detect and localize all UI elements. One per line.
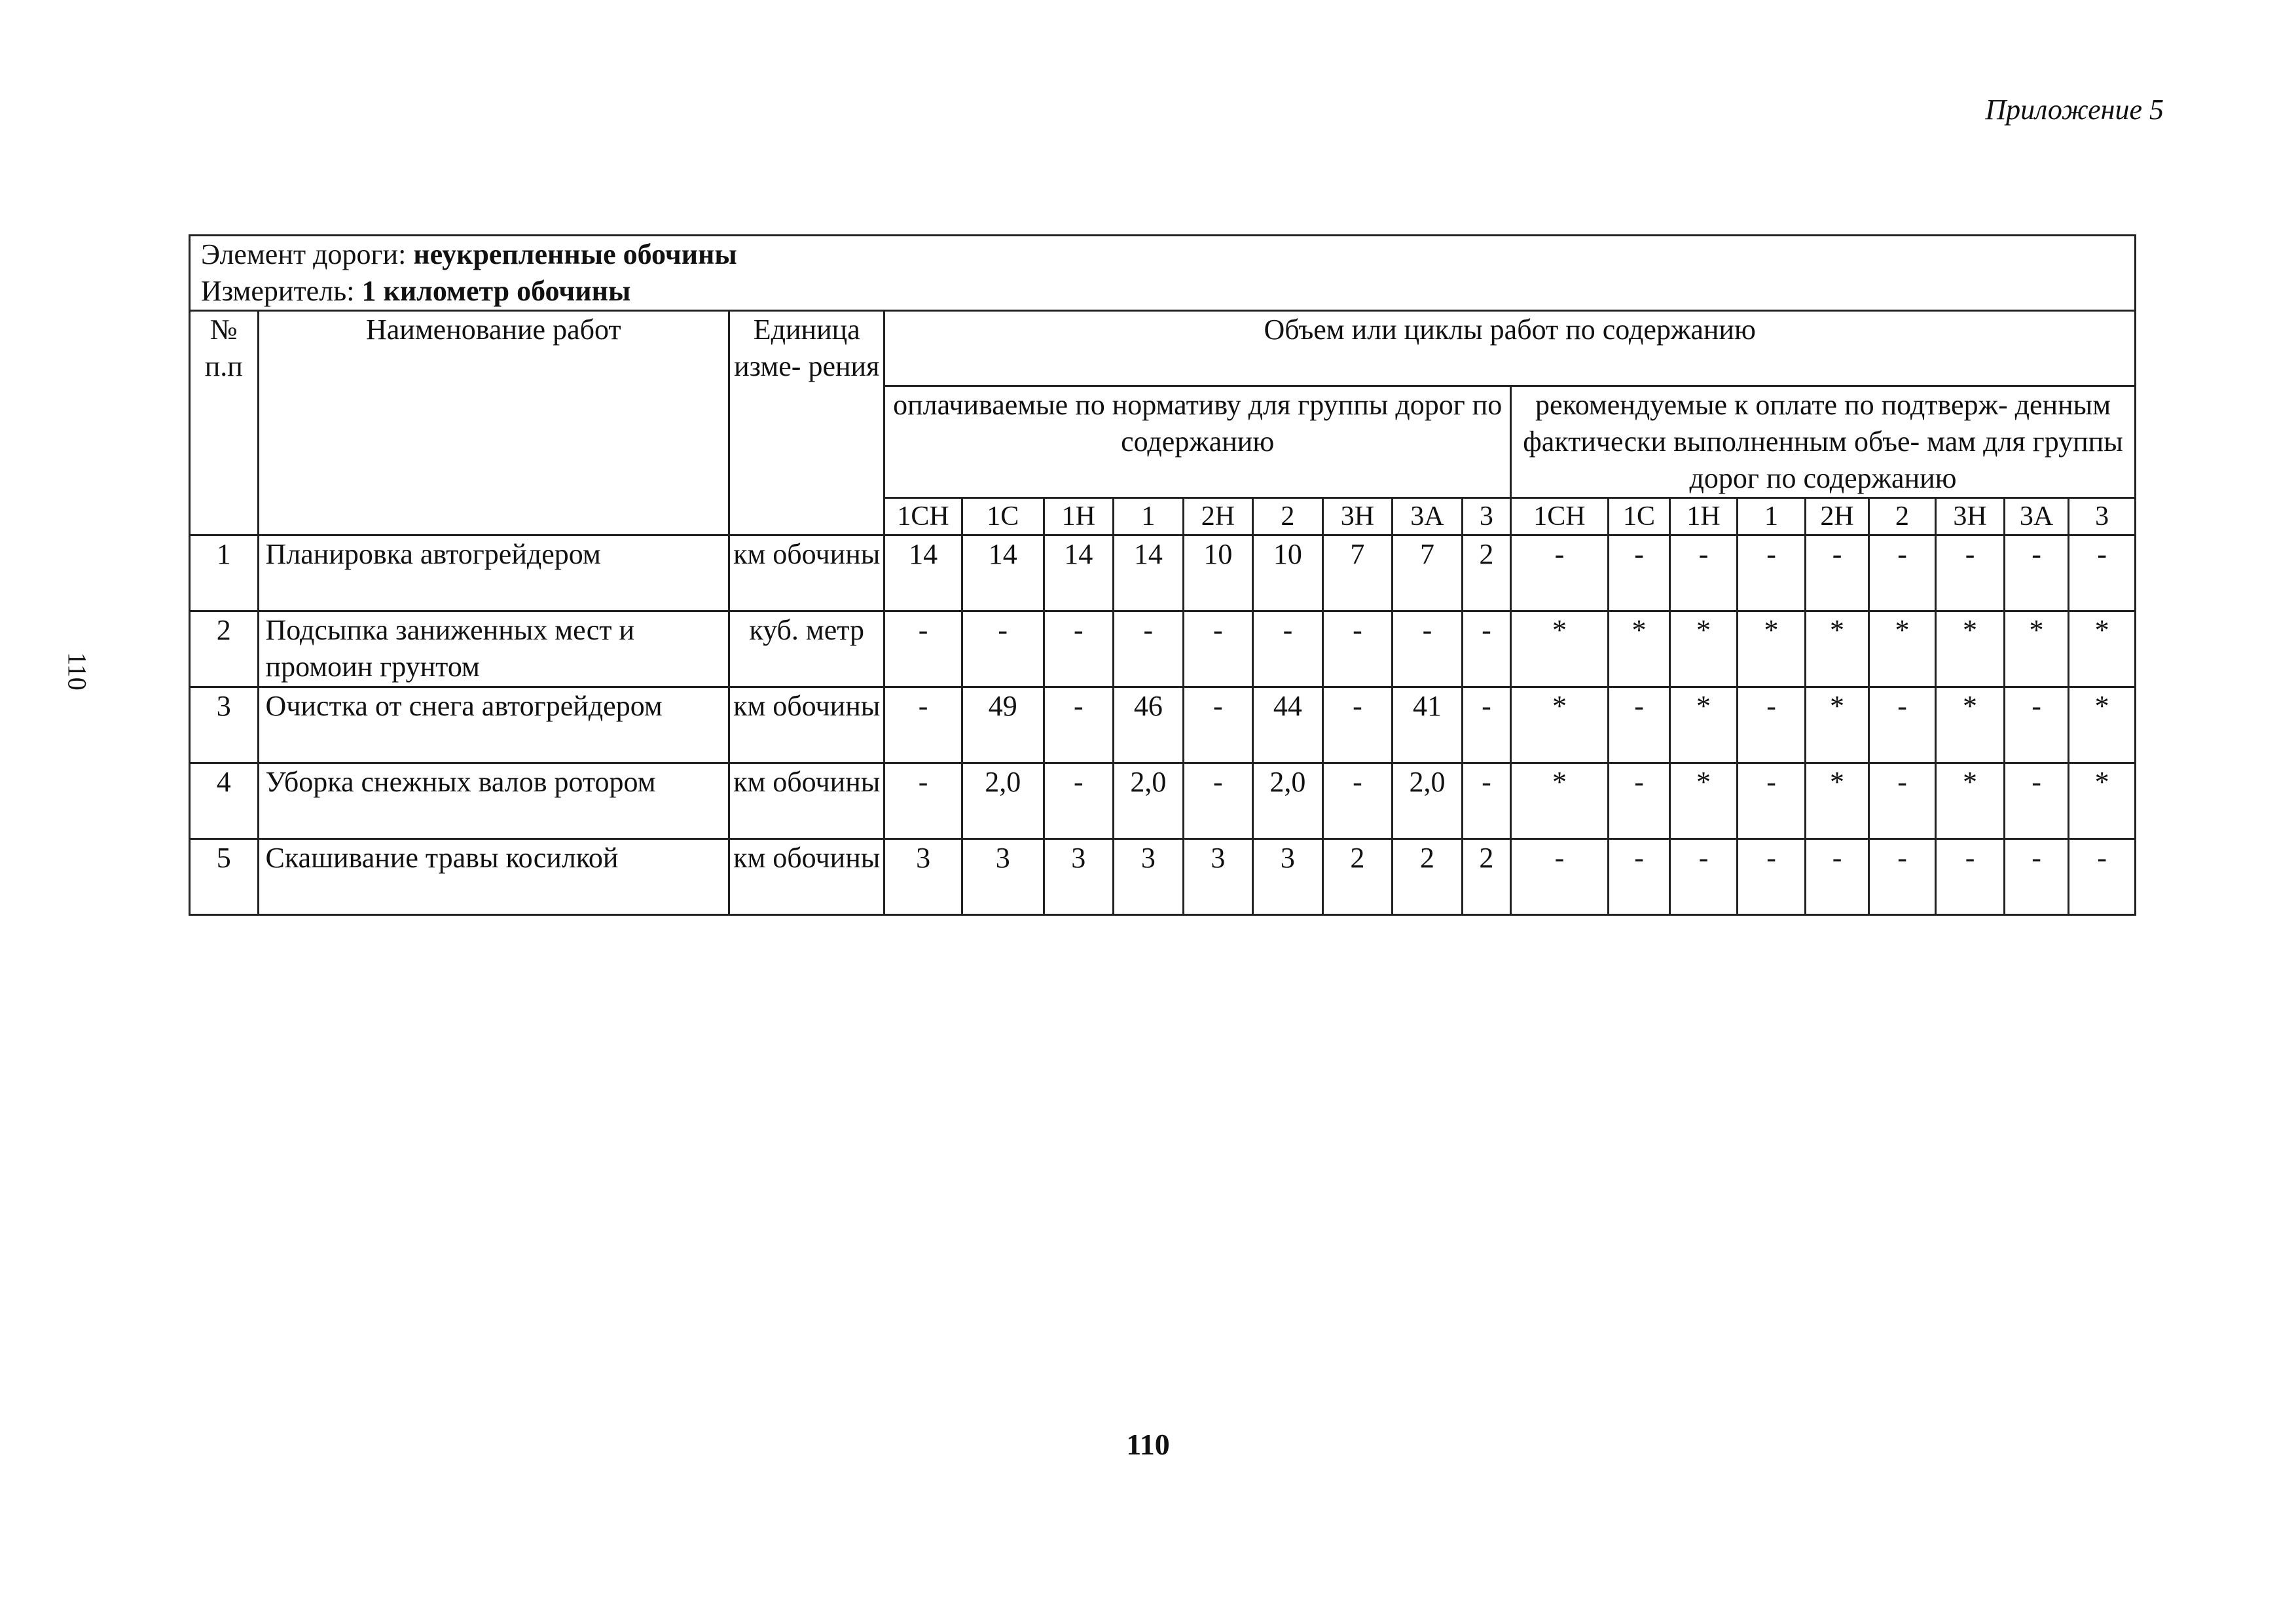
- recommended-value: -: [1737, 687, 1806, 763]
- paid-value: 2: [1462, 839, 1510, 915]
- meter-line: [201, 273, 2134, 310]
- recommended-value: -: [1670, 535, 1738, 611]
- recommended-value: -: [2069, 839, 2136, 915]
- group-header-recommended: 3Н: [1936, 498, 2005, 535]
- row-number: 2: [190, 611, 259, 687]
- recommended-value: -: [1806, 839, 1868, 915]
- recommended-value: *: [1511, 763, 1609, 839]
- work-name: Подсыпка заниженных мест и промоин грунтом: [258, 611, 729, 687]
- paid-value: -: [1462, 687, 1510, 763]
- recommended-value: *: [1806, 687, 1868, 763]
- unit-cell: км обочины: [729, 535, 884, 611]
- group-header-paid: 3: [1462, 498, 1510, 535]
- paid-value: 46: [1114, 687, 1184, 763]
- paid-header: оплачиваемые по нормативу для группы дорог по содержанию: [884, 386, 1511, 498]
- paid-value: 2,0: [962, 763, 1044, 839]
- recommended-value: *: [1936, 611, 2005, 687]
- paid-value: 3: [884, 839, 962, 915]
- group-header-paid: 1С: [962, 498, 1044, 535]
- col-name-header: Наименование работ: [258, 311, 729, 535]
- meter-value: 1 километр обочины: [361, 275, 631, 307]
- group-header-paid: 1: [1114, 498, 1184, 535]
- work-name: Уборка снежных валов ротором: [258, 763, 729, 839]
- recommended-value: -: [2004, 839, 2068, 915]
- group-header-recommended: 1: [1737, 498, 1806, 535]
- recommended-value: *: [1936, 687, 2005, 763]
- volume-header: Объем или циклы работ по содержанию: [884, 311, 2136, 386]
- recommended-value: -: [2069, 535, 2136, 611]
- paid-value: 7: [1393, 535, 1463, 611]
- col-unit-header: Единица изме- рения: [729, 311, 884, 535]
- recommended-value: *: [2004, 611, 2068, 687]
- paid-value: 2,0: [1114, 763, 1184, 839]
- recommended-value: -: [1868, 839, 1936, 915]
- recommended-value: -: [1806, 535, 1868, 611]
- paid-value: -: [884, 687, 962, 763]
- paid-value: 3: [1114, 839, 1184, 915]
- work-name: Скашивание травы косилкой: [258, 839, 729, 915]
- recommended-value: -: [2004, 535, 2068, 611]
- recommended-value: -: [1936, 839, 2005, 915]
- paid-value: -: [884, 611, 962, 687]
- recommended-value: -: [2004, 763, 2068, 839]
- paid-value: 10: [1253, 535, 1323, 611]
- table-row: [190, 687, 2136, 763]
- paid-value: -: [1462, 763, 1510, 839]
- recommended-value: *: [1608, 611, 1669, 687]
- recommended-header: рекомендуемые к оплате по подтверж- денным фактически выполненным объе- мам для группы дорог по содержанию: [1511, 386, 2136, 498]
- group-header-paid: 1Н: [1044, 498, 1114, 535]
- work-name: Очистка от снега автогрейдером: [258, 687, 729, 763]
- row-number: 4: [190, 763, 259, 839]
- paid-value: 44: [1253, 687, 1323, 763]
- recommended-value: -: [1737, 839, 1806, 915]
- paid-value: -: [1393, 611, 1463, 687]
- recommended-value: -: [1868, 763, 1936, 839]
- group-header-recommended: 2Н: [1806, 498, 1868, 535]
- recommended-value: *: [1511, 611, 1609, 687]
- paid-value: 14: [1044, 535, 1114, 611]
- recommended-value: *: [1806, 611, 1868, 687]
- recommended-value: *: [1737, 611, 1806, 687]
- recommended-value: *: [2069, 687, 2136, 763]
- recommended-value: -: [1737, 763, 1806, 839]
- paid-value: 14: [962, 535, 1044, 611]
- paid-value: -: [1183, 611, 1253, 687]
- paid-value: 3: [1183, 839, 1253, 915]
- element-prefix: Элемент дороги:: [201, 238, 414, 270]
- recommended-value: *: [1806, 763, 1868, 839]
- recommended-value: -: [1608, 839, 1669, 915]
- unit-cell: км обочины: [729, 687, 884, 763]
- recommended-value: *: [1670, 763, 1738, 839]
- recommended-value: -: [1670, 839, 1738, 915]
- unit-cell: км обочины: [729, 839, 884, 915]
- recommended-value: *: [1868, 611, 1936, 687]
- recommended-value: -: [1608, 763, 1669, 839]
- group-header-paid: 3А: [1393, 498, 1463, 535]
- row-number: 3: [190, 687, 259, 763]
- recommended-value: -: [1868, 535, 1936, 611]
- side-page-number-text: 110: [62, 652, 92, 691]
- group-header-paid: 1СН: [884, 498, 962, 535]
- paid-value: -: [1044, 763, 1114, 839]
- paid-value: 49: [962, 687, 1044, 763]
- paid-value: -: [1462, 611, 1510, 687]
- table-row: [190, 839, 2136, 915]
- element-line: [201, 236, 2134, 273]
- paid-value: -: [884, 763, 962, 839]
- col-num-header: № п.п: [190, 311, 259, 535]
- recommended-value: -: [1608, 535, 1669, 611]
- appendix-label: Приложение 5: [1985, 94, 2164, 126]
- maintenance-table: [189, 234, 2136, 916]
- paid-value: 2,0: [1393, 763, 1463, 839]
- paid-value: -: [1322, 763, 1393, 839]
- group-header-recommended: 3А: [2004, 498, 2068, 535]
- paid-value: -: [1322, 611, 1393, 687]
- recommended-value: -: [2004, 687, 2068, 763]
- paid-value: 3: [962, 839, 1044, 915]
- paid-value: -: [1114, 611, 1184, 687]
- recommended-value: -: [1511, 535, 1609, 611]
- unit-cell: км обочины: [729, 763, 884, 839]
- recommended-value: -: [1608, 687, 1669, 763]
- paid-value: 2: [1393, 839, 1463, 915]
- paid-value: 3: [1044, 839, 1114, 915]
- paid-value: -: [1322, 687, 1393, 763]
- page-number: 110: [1126, 1428, 1170, 1461]
- paid-value: 3: [1253, 839, 1323, 915]
- paid-value: 14: [1114, 535, 1184, 611]
- paid-value: -: [1183, 687, 1253, 763]
- element-value: неукрепленные обочины: [413, 238, 737, 270]
- group-header-paid: 2Н: [1183, 498, 1253, 535]
- paid-value: 7: [1322, 535, 1393, 611]
- recommended-value: *: [1936, 763, 2005, 839]
- paid-value: -: [962, 611, 1044, 687]
- group-header-paid: 3Н: [1322, 498, 1393, 535]
- paid-value: 2,0: [1253, 763, 1323, 839]
- paid-value: 14: [884, 535, 962, 611]
- recommended-value: -: [1737, 535, 1806, 611]
- group-header-paid: 2: [1253, 498, 1323, 535]
- group-header-recommended: 3: [2069, 498, 2136, 535]
- paid-value: -: [1044, 611, 1114, 687]
- row-number: 1: [190, 535, 259, 611]
- paid-value: 2: [1462, 535, 1510, 611]
- paid-value: 10: [1183, 535, 1253, 611]
- group-header-recommended: 1С: [1608, 498, 1669, 535]
- paid-value: -: [1253, 611, 1323, 687]
- recommended-value: -: [1936, 535, 2005, 611]
- table-row: [190, 763, 2136, 839]
- meter-prefix: Измеритель:: [201, 275, 362, 307]
- row-number: 5: [190, 839, 259, 915]
- group-header-recommended: 2: [1868, 498, 1936, 535]
- table-row: [190, 535, 2136, 611]
- table-title-cell: [190, 236, 2136, 311]
- recommended-value: *: [1670, 611, 1738, 687]
- header-row-1: [190, 311, 2136, 386]
- paid-value: 41: [1393, 687, 1463, 763]
- recommended-value: *: [1670, 687, 1738, 763]
- group-header-recommended: 1СН: [1511, 498, 1609, 535]
- group-header-recommended: 1Н: [1670, 498, 1738, 535]
- recommended-value: *: [2069, 763, 2136, 839]
- work-name: Планировка автогрейдером: [258, 535, 729, 611]
- paid-value: 2: [1322, 839, 1393, 915]
- paid-value: -: [1183, 763, 1253, 839]
- table-title-row: [190, 236, 2136, 311]
- recommended-value: -: [1511, 839, 1609, 915]
- paid-value: -: [1044, 687, 1114, 763]
- recommended-value: *: [1511, 687, 1609, 763]
- recommended-value: -: [1868, 687, 1936, 763]
- unit-cell: куб. метр: [729, 611, 884, 687]
- table-row: [190, 611, 2136, 687]
- recommended-value: *: [2069, 611, 2136, 687]
